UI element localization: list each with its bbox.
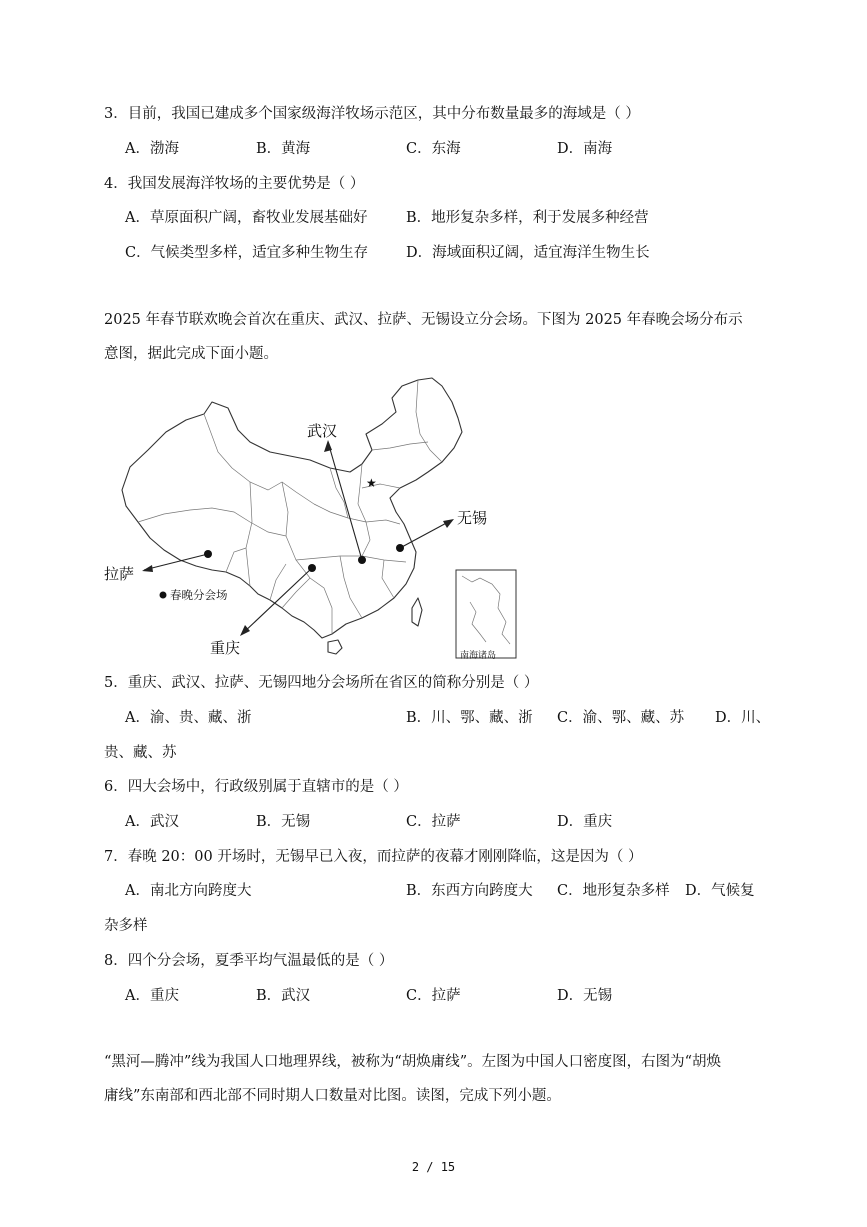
question-8-option-b: B．武汉 (256, 988, 311, 1004)
page-number: 2 / 15 (411, 1160, 456, 1174)
question-8-option-a: A．重庆 (125, 988, 179, 1004)
wuxi-venue-dot (396, 544, 404, 552)
question-4-option-c: C．气候类型多样，适宜多种生物生存 (125, 245, 369, 261)
passage-2-line-2: 庸线”东南部和西北部不同时期人口数量对比图。读图，完成下列小题。 (104, 1088, 561, 1104)
question-7-stem: 7．春晚 20：00 开场时，无锡早已入夜，而拉萨的夜幕才刚刚降临，这是因为（ ） (104, 849, 643, 865)
south-china-sea-inset-frame (456, 570, 516, 658)
map-label-wuxi: 无锡 (457, 509, 488, 527)
legend-dot-icon (160, 592, 167, 599)
map-label-lasa: 拉萨 (104, 565, 135, 583)
question-3-option-c: C．东海 (406, 141, 461, 157)
capital-star-icon: ★ (366, 476, 377, 490)
wuhan-venue-dot (358, 556, 366, 564)
question-5-option-c: C．渝、鄂、藏、苏 (557, 710, 685, 726)
question-6-option-a: A．武汉 (125, 814, 179, 830)
question-5-option-a: A．渝、贵、藏、浙 (125, 710, 252, 726)
question-4-option-a: A．草原面积广阔，畜牧业发展基础好 (125, 210, 368, 226)
lasa-venue-dot (204, 550, 212, 558)
question-7-option-b: B．东西方向跨度大 (406, 883, 533, 899)
question-3-option-d: D．南海 (557, 141, 613, 157)
passage-1-line-2: 意图，据此完成下面小题。 (104, 346, 278, 362)
question-8-option-c: C．拉萨 (406, 988, 461, 1004)
question-6-stem: 6．四大会场中，行政级别属于直辖市的是（ ） (104, 779, 408, 795)
lasa-arrowhead-icon (142, 565, 153, 572)
chongqing-arrowhead-icon (240, 625, 250, 636)
wuxi-arrowhead-icon (443, 519, 454, 528)
question-8-stem: 8．四个分会场，夏季平均气温最低的是（ ） (104, 953, 394, 969)
lasa-pointer-line (144, 554, 208, 570)
question-5-option-d: D．川、 (715, 710, 771, 726)
question-3-option-b: B．黄海 (256, 141, 311, 157)
inset-label-south-china-sea: 南海诸岛 (460, 651, 497, 661)
chongqing-venue-dot (308, 564, 316, 572)
map-label-wuhan: 武汉 (307, 422, 338, 440)
passage-2-line-1: “黑河—腾冲”线为我国人口地理界线，被称为“胡焕庸线”。左图为中国人口密度图，右图为“胡焕 (104, 1054, 722, 1070)
question-7-option-d-continued: 杂多样 (104, 918, 148, 934)
question-7-option-a: A．南北方向跨度大 (125, 883, 252, 899)
map-legend-label: 春晚分会场 (170, 588, 228, 602)
question-4-option-b: B．地形复杂多样，利于发展多种经营 (406, 210, 649, 226)
question-6-option-b: B．无锡 (256, 814, 311, 830)
china-map-figure (100, 372, 520, 664)
question-7-option-c: C．地形复杂多样 (557, 883, 670, 899)
wuhan-pointer-line (328, 442, 362, 560)
passage-1-line-1: 2025 年春节联欢晚会首次在重庆、武汉、拉萨、无锡设立分会场。下图为 2025 年春晚会场分布示 (104, 312, 743, 328)
wuhan-arrowhead-icon (324, 440, 332, 452)
map-label-chongqing: 重庆 (210, 639, 241, 657)
question-6-option-d: D．重庆 (557, 814, 613, 830)
question-4-option-d: D．海域面积辽阔，适宜海洋生物生长 (406, 245, 650, 261)
question-3-stem: 3．目前，我国已建成多个国家级海洋牧场示范区，其中分布数量最多的海域是（ ） (104, 106, 640, 122)
question-7-option-d: D．气候复 (685, 883, 755, 899)
question-3-option-a: A．渤海 (125, 141, 179, 157)
question-8-option-d: D．无锡 (557, 988, 613, 1004)
question-5-option-b: B．川、鄂、藏、浙 (406, 710, 533, 726)
question-4-stem: 4．我国发展海洋牧场的主要优势是（ ） (104, 176, 365, 192)
question-5-stem: 5．重庆、武汉、拉萨、无锡四地分会场所在省区的简称分别是（ ） (104, 675, 539, 691)
question-6-option-c: C．拉萨 (406, 814, 461, 830)
question-5-option-d-continued: 贵、藏、苏 (104, 745, 177, 761)
